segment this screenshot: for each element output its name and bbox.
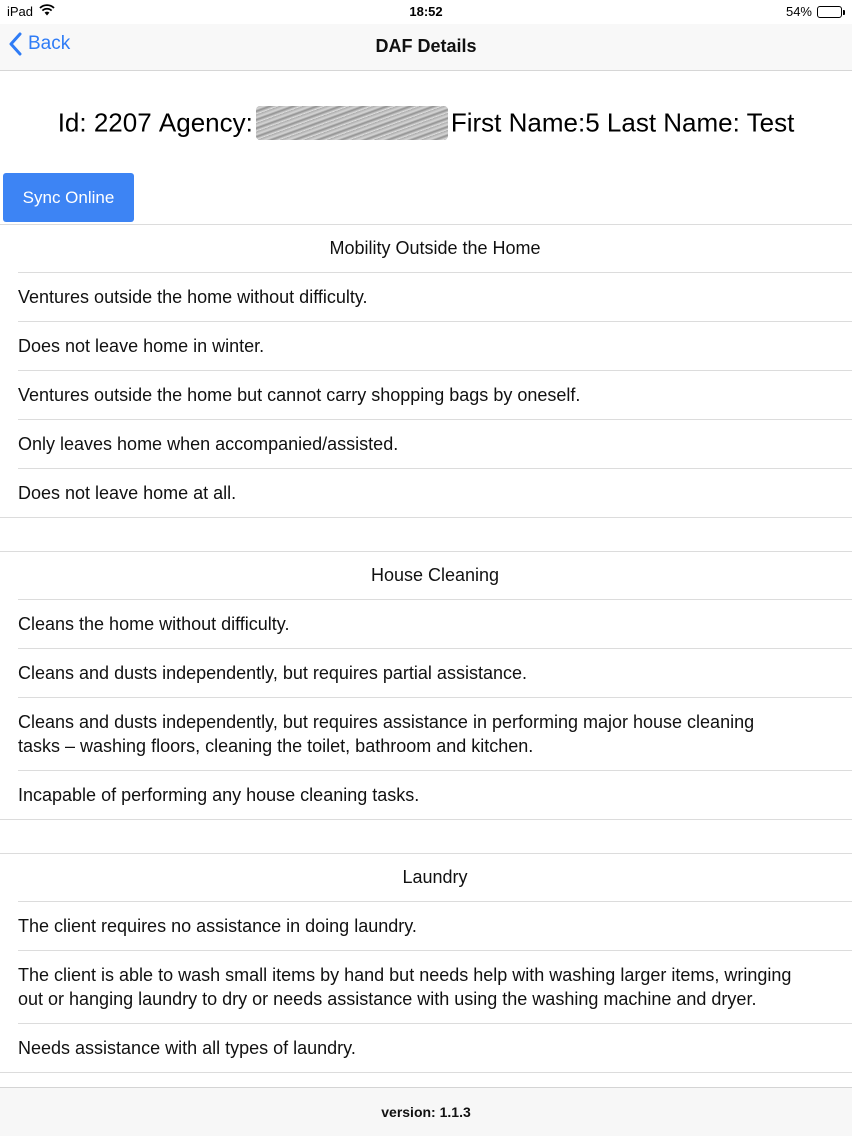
client-header [0, 106, 852, 140]
option-item[interactable]: Incapable of performing any house cleaning tasks. [0, 771, 852, 820]
assessment-list [0, 225, 852, 1073]
status-right [786, 4, 842, 19]
option-item[interactable]: Needs assistance with all types of laundry. [0, 1024, 852, 1073]
battery-icon [817, 6, 842, 18]
option-item[interactable]: Cleans and dusts independently, but requires partial assistance. [18, 649, 852, 698]
sync-online-button[interactable]: Sync Online [3, 173, 134, 222]
agency-label: Agency: [158, 107, 253, 138]
battery-percent: 54% [785, 4, 812, 19]
device-name: iPad [7, 4, 34, 19]
option-item[interactable]: Cleans and dusts independently, but requires assistance in performing major house cleaning tasks – washing floors, cleaning the toilet, bathroom and kitchen. [18, 698, 852, 771]
option-item[interactable]: Ventures outside the home without difficulty. [18, 273, 852, 322]
option-item[interactable]: Ventures outside the home but cannot carry shopping bags by oneself. [18, 371, 852, 420]
first-name: First Name:5 [450, 107, 600, 138]
option-item[interactable]: Cleans the home without difficulty. [18, 600, 852, 649]
option-item[interactable]: The client requires no assistance in doing laundry. [18, 902, 852, 951]
option-item[interactable]: Does not leave home at all. [0, 469, 852, 518]
back-button[interactable] [8, 32, 70, 56]
option-item[interactable]: Only leaves home when accompanied/assisted. [18, 420, 852, 469]
section-gap [0, 518, 852, 552]
section-title: Mobility Outside the Home [18, 225, 852, 273]
client-id: Id: 2207 [57, 107, 152, 138]
back-label: Back [28, 33, 71, 54]
option-item[interactable]: The client is able to wash small items by hand but needs help with washing larger items, wringing out or hanging laundry to dry or needs assistance with using the washing machine and dryer. [18, 951, 852, 1024]
chevron-left-icon [8, 32, 22, 56]
section-gap [0, 820, 852, 854]
status-bar [0, 0, 852, 24]
page-title: DAF Details [375, 36, 477, 56]
status-time: 18:52 [409, 4, 443, 19]
redacted-agency [256, 106, 448, 140]
section-title: House Cleaning [18, 552, 852, 600]
version-footer: version: 1.1.3 [0, 1087, 852, 1136]
option-item[interactable]: Does not leave home in winter. [18, 322, 852, 371]
section-title: Laundry [18, 854, 852, 902]
navigation-bar [0, 24, 852, 71]
last-name: Last Name: Test [606, 107, 795, 138]
